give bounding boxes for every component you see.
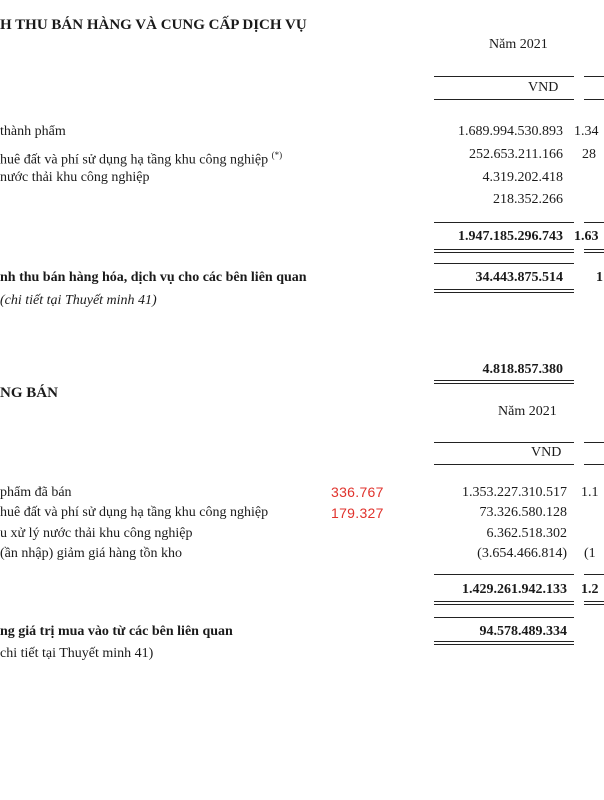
row-label: phẩm đã bán (0, 485, 72, 500)
section2-year-label: Năm 2021 (498, 404, 557, 419)
total-rule-bottom-next-2 (584, 252, 604, 253)
related-rule-bottom (434, 289, 574, 290)
section2-related-value: 94.578.489.334 (479, 624, 567, 639)
related-rule-bottom (434, 641, 574, 642)
standalone-rule (434, 380, 574, 381)
handwritten-annotation: 336.767 (331, 484, 384, 500)
row-next-value: 28 (582, 147, 596, 162)
total-rule-bottom (434, 249, 574, 250)
row-label: huê đất và phí sử dụng hạ tầng khu công nghiệp (0, 505, 269, 520)
total-rule-top-next (584, 222, 604, 223)
row-next-value: 1.1 (581, 485, 599, 500)
related-rule-top (434, 263, 574, 264)
row-label: (ần nhập) giảm giá hàng tồn kho (0, 546, 182, 561)
header-rule-next (584, 76, 604, 77)
currency-rule (434, 464, 574, 465)
section1-year-label: Năm 2021 (489, 37, 548, 52)
row-label: thành phẩm (0, 124, 66, 139)
currency-rule-next (584, 464, 604, 465)
total-rule-bottom-next (584, 601, 604, 602)
section1-related-next: 1 (596, 270, 603, 285)
section2-related-note: chi tiết tại Thuyết minh 41) (0, 646, 154, 661)
header-rule (434, 76, 574, 77)
total-rule-bottom (434, 601, 574, 602)
section1-standalone-value: 4.818.857.380 (482, 362, 563, 377)
related-rule-top (434, 617, 574, 618)
section1-currency: VND (528, 80, 559, 95)
currency-rule (434, 99, 574, 100)
row-value: 218.352.266 (493, 192, 563, 207)
standalone-rule-2 (434, 383, 574, 384)
section1-total-next: 1.63 (574, 229, 599, 244)
row-value: 1.353.227.310.517 (462, 485, 567, 500)
section2-total: 1.429.261.942.133 (462, 582, 567, 597)
row-label: huê đất và phí sử dụng hạ tầng khu công nghiệp (*) (0, 150, 283, 168)
row-value: 4.319.202.418 (482, 170, 563, 185)
row-label: nước thải khu công nghiệp (0, 170, 150, 185)
row-value: (3.654.466.814) (477, 546, 567, 561)
footnote-mark: (*) (271, 150, 283, 160)
related-rule-bottom-2 (434, 292, 574, 293)
row-next-value: (1 (584, 546, 596, 561)
section2-total-next: 1.2 (581, 582, 599, 597)
section2-related-label: ng giá trị mua vào từ các bên liên quan (0, 624, 233, 639)
row-next-value: 1.34 (574, 124, 599, 139)
currency-rule-next (584, 99, 604, 100)
total-rule-bottom-2 (434, 252, 574, 253)
row-value: 252.653.211.166 (469, 147, 563, 162)
handwritten-annotation: 179.327 (331, 505, 384, 521)
section2-title: NG BÁN (0, 385, 58, 401)
row-value: 1.689.994.530.893 (458, 124, 563, 139)
total-rule-bottom-next-2 (584, 604, 604, 605)
header-rule-next (584, 442, 604, 443)
section1-related-note: (chi tiết tại Thuyết minh 41) (0, 293, 157, 308)
total-rule-top (434, 222, 574, 223)
section2-currency: VND (531, 445, 562, 460)
section1-total: 1.947.185.296.743 (458, 229, 563, 244)
section1-related-label: nh thu bán hàng hóa, dịch vụ cho các bên liên quan (0, 270, 307, 285)
total-rule-top (434, 574, 574, 575)
related-rule-bottom-2 (434, 644, 574, 645)
section1-related-value: 34.443.875.514 (475, 270, 563, 285)
header-rule (434, 442, 574, 443)
row-label: u xử lý nước thải khu công nghiệp (0, 526, 193, 541)
row-value: 6.362.518.302 (486, 526, 567, 541)
total-rule-bottom-2 (434, 604, 574, 605)
section1-title: H THU BÁN HÀNG VÀ CUNG CẤP DỊCH VỤ (0, 17, 307, 33)
total-rule-bottom-next (584, 249, 604, 250)
row-value: 73.326.580.128 (479, 505, 567, 520)
total-rule-top-next (584, 574, 604, 575)
